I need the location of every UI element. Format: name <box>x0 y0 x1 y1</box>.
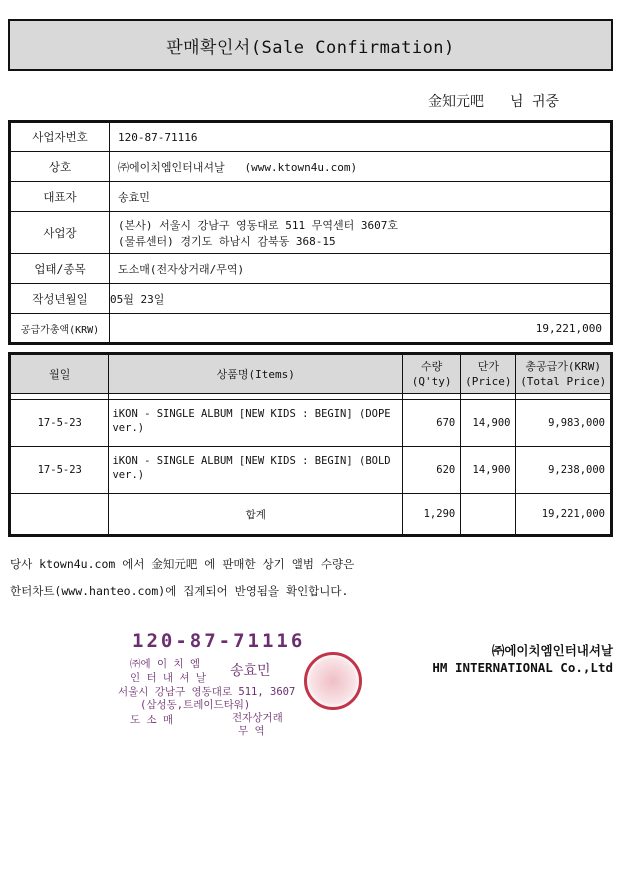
stamp-business-no: 120-87-71116 <box>132 630 306 652</box>
row-qty: 620 <box>402 447 460 494</box>
sum-empty <box>10 494 109 536</box>
company-seal-icon <box>304 652 362 710</box>
info-row <box>10 314 612 344</box>
stamp-business-type3: 무 역 <box>238 725 265 737</box>
sum-total: 19,221,000 <box>516 494 612 536</box>
recipient <box>428 91 559 111</box>
items-table <box>8 352 613 537</box>
document-title: 판매확인서(Sale Confirmation) <box>8 19 613 71</box>
header-total: 총공급가(KRW) (Total Price) <box>516 354 612 394</box>
company-name-kr: ㈜에이치엠인터내셔날 <box>491 643 613 658</box>
table-row <box>10 400 612 447</box>
stamp-company-line1: ㈜에 이 치 엠 <box>130 658 201 670</box>
row-date: 17-5-23 <box>10 447 109 494</box>
company-name: ㈜에이치엠인터내셔날 <box>118 160 225 174</box>
table-row <box>10 447 612 494</box>
header-date: 월일 <box>10 354 109 394</box>
business-type: 도소매(전자상거래/무역) <box>110 254 612 284</box>
stamp-ceo: 송효민 <box>230 663 271 679</box>
items-header-row <box>10 354 612 394</box>
stamp-company-line2: 인 터 내 셔 날 <box>130 672 207 684</box>
row-qty: 670 <box>402 400 460 447</box>
company-name-en: HM INTERNATIONAL Co.,Ltd <box>432 660 613 675</box>
row-item-name: iKON - SINGLE ALBUM [NEW KIDS : BEGIN] (DOPE ver.) <box>109 400 402 447</box>
sum-qty: 1,290 <box>402 494 460 536</box>
info-row <box>10 284 612 314</box>
date-label: 작성년월일 <box>10 284 110 314</box>
ceo-label: 대표자 <box>10 182 110 212</box>
ceo-name: 송효민 <box>110 182 612 212</box>
header-qty: 수량 (Q'ty) <box>402 354 460 394</box>
row-price: 14,900 <box>461 400 516 447</box>
stamp-address-line1: 서울시 강남구 영동대로 511, 3607 <box>118 686 296 698</box>
address-logistics: (물류센터) 경기도 하남시 감북동 368-15 <box>118 234 336 248</box>
company-label: 상호 <box>10 152 110 182</box>
row-date: 17-5-23 <box>10 400 109 447</box>
company-value <box>110 152 612 182</box>
info-row <box>10 122 612 152</box>
address-main: (본사) 서울시 강남구 영동대로 511 무역센터 3607호 <box>118 218 398 232</box>
supply-total: 19,221,000 <box>110 314 612 344</box>
address-value <box>110 212 612 254</box>
stamp-business-type1: 도 소 매 <box>130 714 174 726</box>
row-total: 9,983,000 <box>516 400 612 447</box>
info-row <box>10 182 612 212</box>
info-row <box>10 254 612 284</box>
company-site: (www.ktown4u.com) <box>244 160 358 174</box>
issue-date: 05월 23일 <box>110 284 612 314</box>
header-item: 상품명(Items) <box>109 354 402 394</box>
confirmation-note-line1: 당사 ktown4u.com 에서 金知元吧 에 판매한 상기 앨범 수량은 <box>10 557 355 571</box>
business-no-label: 사업자번호 <box>10 122 110 152</box>
business-stamp <box>118 630 358 740</box>
row-price: 14,900 <box>461 447 516 494</box>
info-row <box>10 152 612 182</box>
sum-label: 합계 <box>109 494 402 536</box>
row-total: 9,238,000 <box>516 447 612 494</box>
confirmation-note-line2: 한터차트(www.hanteo.com)에 집계되어 반영됨을 확인합니다. <box>10 584 349 598</box>
business-no: 120-87-71116 <box>110 122 612 152</box>
stamp-address-line2: (삼성동,트레이드타워) <box>140 699 251 711</box>
recipient-name: 金知元吧 <box>428 94 484 110</box>
sum-price-empty <box>461 494 516 536</box>
address-label: 사업장 <box>10 212 110 254</box>
supply-total-label: 공급가총액(KRW) <box>10 314 110 344</box>
header-price: 단가 (Price) <box>461 354 516 394</box>
stamp-business-type2: 전자상거래 <box>232 712 283 724</box>
business-type-label: 업태/종목 <box>10 254 110 284</box>
seller-info-table <box>8 120 613 345</box>
row-item-name: iKON - SINGLE ALBUM [NEW KIDS : BEGIN] (BOLD ver.) <box>109 447 402 494</box>
info-row <box>10 212 612 254</box>
recipient-honorific: 님 귀중 <box>510 94 560 110</box>
sum-row <box>10 494 612 536</box>
